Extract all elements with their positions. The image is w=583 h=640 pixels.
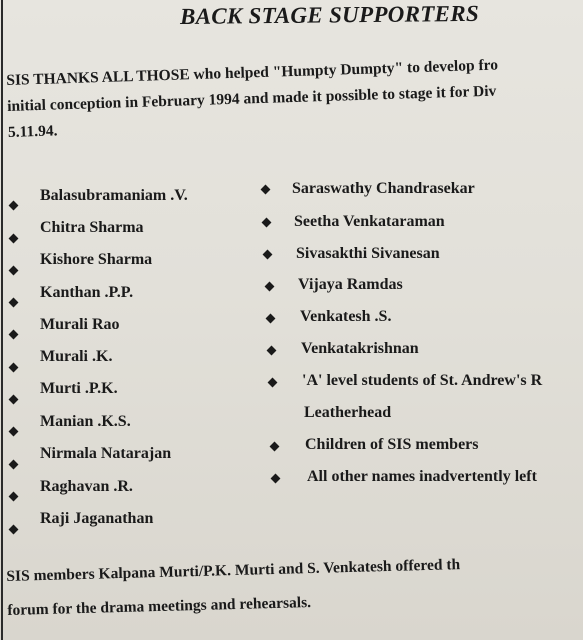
bullet-icon — [261, 185, 271, 195]
bullet-icon — [9, 427, 19, 437]
bullet-icon — [267, 346, 277, 356]
list-item: Balasubramaniam .V. — [40, 187, 188, 204]
bullet-icon — [9, 298, 19, 308]
list-item: Seetha Venkataraman — [294, 213, 445, 230]
bullet-icon — [9, 234, 19, 244]
list-item: All other names inadvertently left — [307, 468, 537, 485]
bullet-icon — [266, 314, 276, 324]
list-item: Vijaya Ramdas — [298, 276, 403, 293]
bullet-icon — [9, 492, 19, 502]
page-heading: BACK STAGE SUPPORTERS — [179, 0, 480, 29]
intro-line-3: 5.11.94. — [7, 122, 58, 141]
bullet-icon — [9, 363, 19, 373]
list-item-continuation: Leatherhead — [304, 404, 392, 421]
bullet-icon — [9, 460, 19, 470]
bullet-icon — [270, 442, 280, 452]
footer-paragraph — [6, 548, 461, 628]
bullet-icon — [9, 266, 19, 276]
list-item: Venkatakrishnan — [301, 340, 419, 357]
list-item: Manian .K.S. — [40, 413, 131, 430]
list-item: Raji Jaganathan — [40, 510, 154, 527]
page-left-rule — [1, 0, 3, 640]
bullet-icon — [265, 282, 275, 292]
bullet-icon — [9, 330, 19, 340]
bullet-icon — [9, 201, 19, 211]
bullet-icon — [271, 474, 281, 484]
bullet-icon — [263, 250, 273, 260]
intro-line-1: SIS THANKS ALL THOSE who helped "Humpty Dumpty" to develop fro — [6, 56, 499, 89]
list-item: 'A' level students of St. Andrew's R — [302, 372, 543, 389]
list-item: Children of SIS members — [305, 436, 479, 453]
list-item: Murti .P.K. — [40, 380, 118, 397]
bullet-icon — [9, 395, 19, 405]
list-item: Kishore Sharma — [40, 251, 153, 268]
list-item: Kanthan .P.P. — [40, 284, 134, 301]
bullet-icon — [268, 378, 278, 388]
list-item: Murali .K. — [40, 348, 113, 365]
list-item: Murali Rao — [40, 316, 120, 333]
list-item: Chitra Sharma — [40, 219, 144, 236]
footer-line-1: SIS members Kalpana Murti/P.K. Murti and S. Venkatesh offered th — [6, 556, 461, 585]
list-item: Nirmala Natarajan — [40, 445, 172, 462]
list-item: Venkatesh .S. — [300, 308, 392, 325]
footer-line-2: forum for the drama meetings and rehearsals. — [7, 594, 312, 619]
bullet-icon — [9, 525, 19, 535]
list-item: Sivasakthi Sivanesan — [296, 245, 440, 262]
intro-line-2: initial conception in February 1994 and made it possible to stage it for Div — [6, 82, 497, 115]
intro-paragraph — [6, 53, 500, 146]
bullet-icon — [262, 218, 272, 228]
list-item: Saraswathy Chandrasekar — [292, 180, 475, 197]
list-item: Raghavan .R. — [40, 478, 133, 495]
